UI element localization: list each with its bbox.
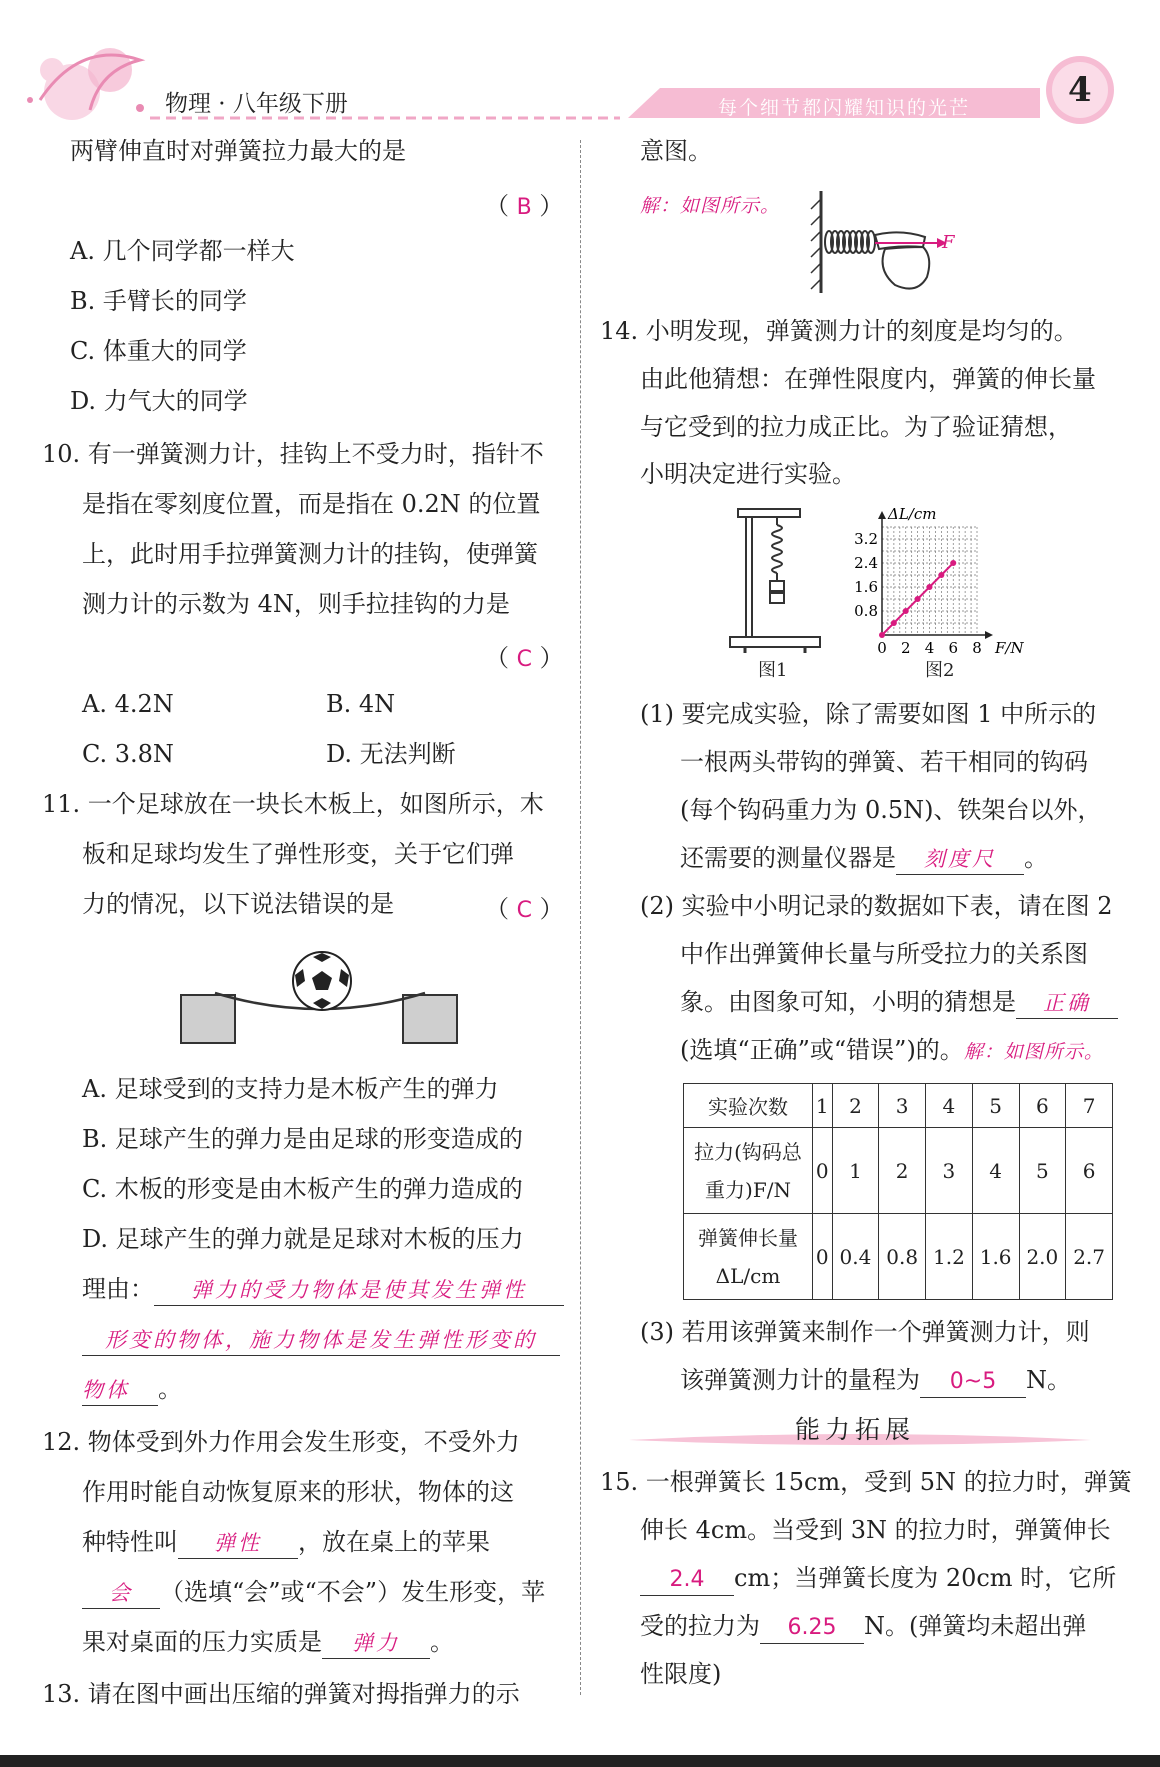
x-axis-label: F/N — [995, 639, 1024, 657]
spring-stand-figure — [725, 505, 825, 655]
table-header-extension: 弹簧伸长量 ΔL/cm — [684, 1214, 813, 1300]
q14-p2-line1: (2) 实验中小明记录的数据如下表，请在图 2 — [640, 892, 1113, 920]
q14-p1-line4: 还需要的测量仪器是 刻度尺 。 — [680, 843, 1048, 875]
q9-option-d: D. 力气大的同学 — [70, 387, 248, 415]
q14-p2-line4: (选填“正确”或“错误”)的。解：如图所示。 — [680, 1036, 1104, 1064]
hanging-spring-icon — [770, 517, 784, 603]
extension-cell: 0.8 — [879, 1214, 926, 1300]
q14-line2: 由此他猜想：在弹性限度内，弹簧的伸长量 — [640, 365, 1096, 393]
q14-p2-line2: 中作出弹簧伸长量与所受拉力的关系图 — [680, 940, 1088, 968]
trial-cell: 3 — [879, 1084, 926, 1128]
q12-line3: 种特性叫 弹性 ，放在桌上的苹果 — [82, 1527, 490, 1559]
q15-line4: 受的拉力为 6.25 N。(弹簧均未超出弹 — [640, 1611, 1086, 1644]
extension-force-chart — [835, 505, 1035, 665]
extension-cell: 2.7 — [1066, 1214, 1113, 1300]
flower-ornament-icon — [27, 48, 144, 120]
q14-line1: 14. 小明发现，弹簧测力计的刻度是均匀的。 — [600, 317, 1078, 345]
page-footer-bar — [0, 1755, 1160, 1767]
q12-line1: 12. 物体受到外力作用会发生形变，不受外力 — [42, 1428, 520, 1456]
q15-line1: 15. 一根弹簧长 15cm，受到 5N 的拉力时，弹簧 — [600, 1468, 1132, 1496]
q10-option-d: D. 无法判断 — [326, 740, 456, 768]
force-cell: 4 — [972, 1128, 1019, 1214]
y-tick-label: 1.6 — [854, 578, 878, 596]
q11-line3: 力的情况，以下说法错误的是 — [82, 890, 394, 918]
q14-p3-line2: 该弹簧测力计的量程为 0~5 N。 — [680, 1365, 1071, 1398]
q11-option-c: C. 木板的形变是由木板产生的弹力造成的 — [82, 1175, 523, 1203]
q14-p1-line2: 一根两头带钩的弹簧、若干相同的钩码 — [680, 748, 1088, 776]
header-slogan: 每个细节都闪耀知识的光芒 — [718, 97, 971, 119]
force-cell: 0 — [813, 1128, 833, 1214]
data-point — [879, 632, 885, 638]
q14-p3-line1: (3) 若用该弹簧来制作一个弹簧测力计，则 — [640, 1318, 1090, 1346]
column-divider — [580, 140, 581, 1695]
q15-line3: 2.4 cm；当弹簧长度为 20cm 时，它所 — [640, 1563, 1116, 1596]
force-cell: 5 — [1019, 1128, 1066, 1214]
data-point — [927, 584, 933, 590]
force-cell: 6 — [1066, 1128, 1113, 1214]
figure1-label: 图1 — [758, 660, 788, 681]
data-point — [903, 608, 909, 614]
q10-option-a: A. 4.2N — [82, 690, 174, 718]
section-title: 能力拓展 — [795, 1415, 916, 1444]
data-point — [915, 596, 921, 602]
q11-option-d: D. 足球产生的弹力就是足球对木板的压力 — [82, 1225, 524, 1253]
data-table — [683, 1083, 1113, 1300]
q13-continuation: 意图。 — [640, 137, 712, 165]
q11-reason-line3: 物体 。 — [82, 1374, 182, 1406]
q15-line2: 伸长 4cm。当受到 3N 的拉力时，弹簧伸长 — [640, 1516, 1111, 1544]
q10-line4: 测力计的示数为 4N，则手拉挂钩的力是 — [82, 590, 510, 618]
q12-line2: 作用时能自动恢复原来的形状，物体的这 — [82, 1478, 514, 1506]
q14-line4: 小明决定进行实验。 — [640, 460, 856, 488]
data-point — [950, 560, 956, 566]
data-point — [938, 572, 944, 578]
trial-cell: 4 — [926, 1084, 973, 1128]
extension-cell: 1.2 — [926, 1214, 973, 1300]
q11-reason-line1: 理由： 弹力的受力物体是使其发生弹性 — [82, 1274, 564, 1306]
q10-line2: 是指在零刻度位置，而是指在 0.2N 的位置 — [82, 490, 541, 518]
y-axis-label: ΔL/cm — [888, 505, 937, 523]
spring-coil-icon — [825, 231, 875, 253]
q10-answer-paren: （ C ） — [485, 644, 564, 672]
q9-option-b: B. 手臂长的同学 — [70, 287, 247, 315]
x-axis-arrow — [985, 631, 993, 639]
table-header-trial: 实验次数 — [684, 1084, 813, 1128]
force-cell: 2 — [879, 1128, 926, 1214]
trial-cell: 6 — [1019, 1084, 1066, 1128]
q12-line4: 会 （选填“会”或“不会”）发生形变，苹 — [82, 1577, 545, 1609]
q10-line3: 上，此时用手拉弹簧测力计的挂钩，使弹簧 — [82, 540, 538, 568]
extension-cell: 2.0 — [1019, 1214, 1066, 1300]
x-tick-label: 2 — [900, 639, 911, 657]
x-tick-label: 6 — [948, 639, 959, 657]
q11-line1: 11. 一个足球放在一块长木板上，如图所示，木 — [42, 790, 544, 818]
page-number: 4 — [1068, 70, 1092, 110]
q13-answer-note: 解：如图所示。 — [640, 195, 781, 217]
q13-force-label: F — [942, 232, 958, 253]
q14-line3: 与它受到的拉力成正比。为了验证猜想， — [640, 413, 1072, 441]
x-tick-label: 4 — [924, 639, 935, 657]
x-tick-label: 8 — [972, 639, 982, 657]
hand-thumb-icon — [875, 232, 929, 288]
q11-answer-paren: （ C ） — [485, 895, 564, 923]
trial-cell: 1 — [813, 1084, 833, 1128]
q14-p1-line3: (每个钩码重力为 0.5N)、铁架台以外， — [680, 796, 1102, 824]
q14-p1-line1: (1) 要完成实验，除了需要如图 1 中所示的 — [640, 700, 1097, 728]
trial-cell: 5 — [972, 1084, 1019, 1128]
table-header-force: 拉力(钩码总 重力)F/N — [684, 1128, 813, 1214]
force-cell: 3 — [926, 1128, 973, 1214]
q11-option-a: A. 足球受到的支持力是木板产生的弹力 — [82, 1075, 499, 1103]
q10-option-c: C. 3.8N — [82, 740, 174, 768]
q9-option-c: C. 体重大的同学 — [70, 337, 247, 365]
football-on-board-figure — [175, 945, 465, 1050]
header-subject: 物理 · 八年级下册 — [165, 91, 348, 117]
q9-stem: 两臂伸直时对弹簧拉力最大的是 — [70, 137, 406, 165]
q10-option-b: B. 4N — [326, 690, 396, 718]
q12-line5: 果对桌面的压力实质是 弹力 。 — [82, 1627, 454, 1659]
q13-line1: 13. 请在图中画出压缩的弹簧对拇指弹力的示 — [42, 1680, 520, 1708]
trial-cell: 7 — [1066, 1084, 1113, 1128]
y-tick-label: 3.2 — [854, 530, 878, 548]
extension-cell: 1.6 — [972, 1214, 1019, 1300]
q9-answer-paren: （ B ） — [485, 192, 564, 220]
q9-option-a: A. 几个同学都一样大 — [70, 237, 295, 265]
q10-line1: 10. 有一弹簧测力计，挂钩上不受力时，指针不 — [42, 440, 544, 468]
extension-cell: 0 — [813, 1214, 833, 1300]
data-point — [891, 620, 897, 626]
q11-line2: 板和足球均发生了弹性形变，关于它们弹 — [82, 840, 514, 868]
q15-line5: 性限度) — [640, 1660, 722, 1688]
figure2-label: 图2 — [925, 660, 955, 681]
y-tick-label: 0.8 — [854, 602, 878, 620]
trial-cell: 2 — [832, 1084, 879, 1128]
x-tick-label: 0 — [877, 639, 887, 657]
y-axis-arrow — [878, 511, 886, 519]
q11-option-b: B. 足球产生的弹力是由足球的形变造成的 — [82, 1125, 523, 1153]
q14-p2-line3: 象。由图象可知，小明的猜想是 正确 — [680, 987, 1118, 1019]
y-tick-label: 2.4 — [854, 554, 878, 572]
football-icon — [293, 952, 351, 1010]
extension-cell: 0.4 — [832, 1214, 879, 1300]
force-cell: 1 — [832, 1128, 879, 1214]
q11-reason-line2: 形变的物体，施力物体是发生弹性形变的 — [82, 1324, 560, 1356]
